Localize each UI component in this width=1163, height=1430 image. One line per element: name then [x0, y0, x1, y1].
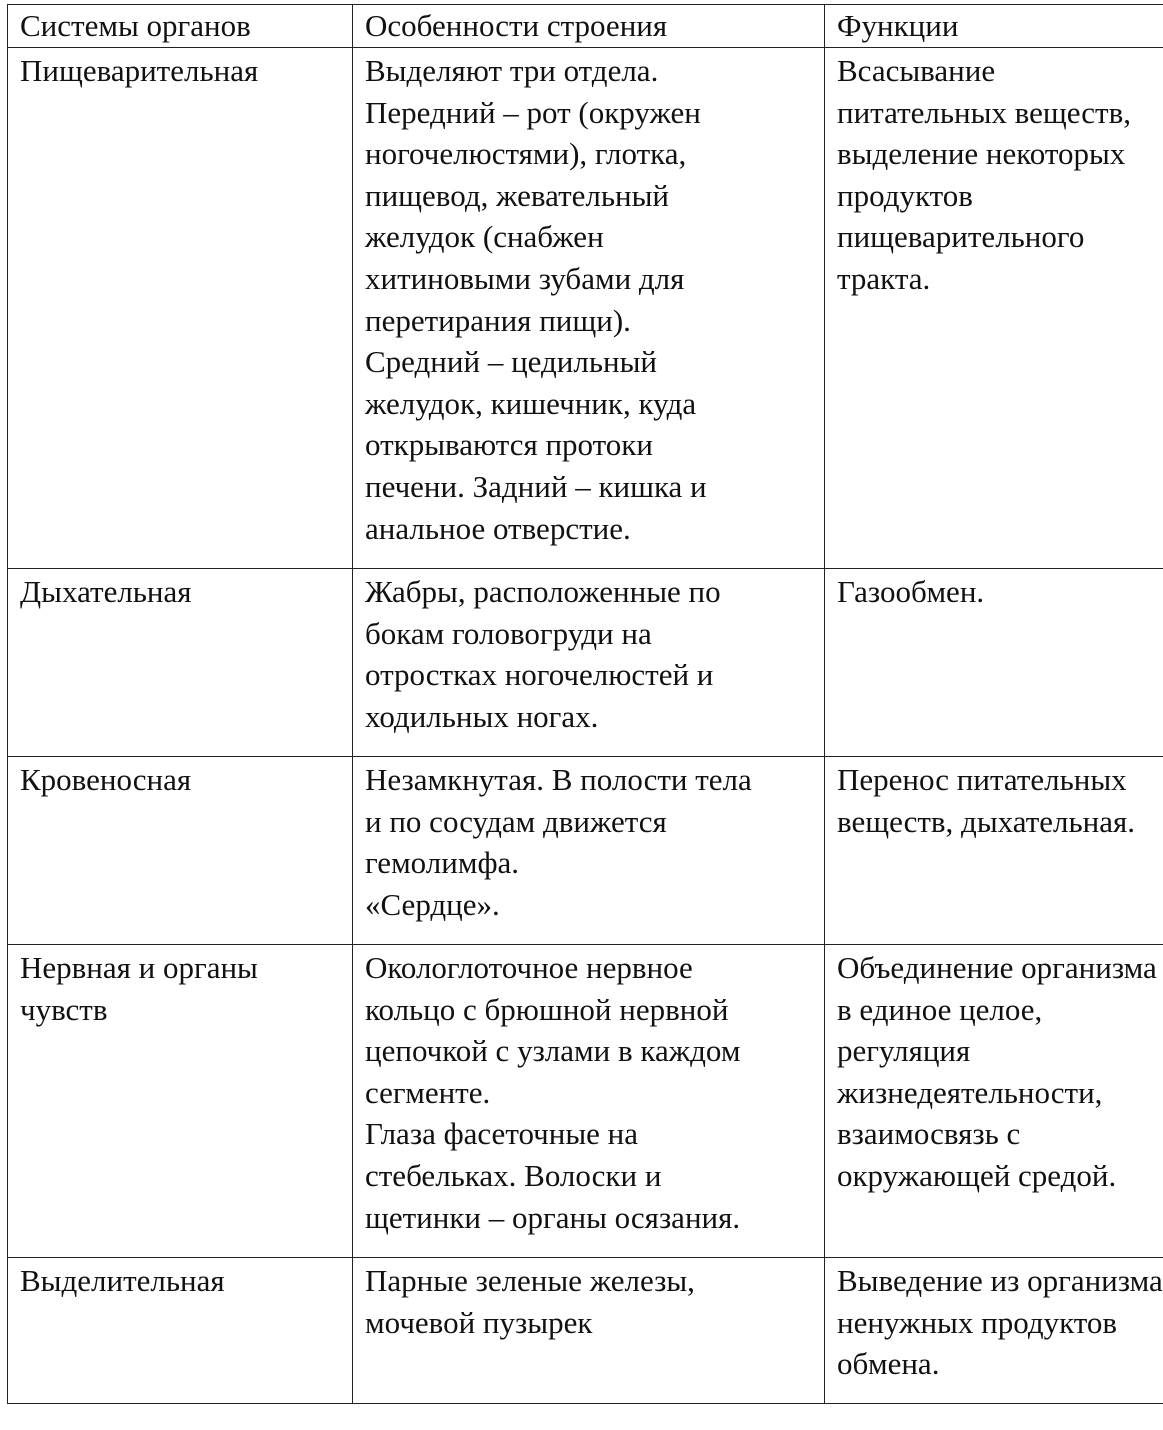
- cell-line: Окологлоточное нервное: [365, 950, 693, 985]
- cell-line: Передний – рот (окружен: [365, 94, 701, 130]
- cell-functions: [825, 1258, 1163, 1404]
- cell-line: Кровеносная: [20, 762, 192, 797]
- cell-line: желудок (снабжен: [365, 219, 604, 255]
- cell-structure: [353, 945, 825, 1258]
- cell-line: Незамкнутая. В полости тела: [365, 762, 752, 797]
- cell-line: чувств: [20, 991, 108, 1027]
- cell-line: обмена.: [837, 1346, 940, 1382]
- cell-line: продуктов: [837, 177, 973, 213]
- cell-line: ходильных ногах.: [365, 698, 599, 734]
- cell-line: отростках ногочелюстей и: [365, 657, 714, 693]
- cell-line: «Сердце».: [365, 886, 500, 922]
- cell-line: жизнедеятельности,: [837, 1074, 1103, 1110]
- cell-line: пищевод, жевательный: [365, 177, 669, 213]
- cell-functions: [825, 48, 1163, 569]
- cell-line: сегменте.: [365, 1074, 491, 1110]
- cell-line: анальное отверстие.: [365, 510, 631, 546]
- cell-line: Жабры, расположенные по: [365, 574, 721, 609]
- cell-system: [8, 1258, 353, 1404]
- header-functions: Функции: [825, 5, 1163, 48]
- cell-line: Выделительная: [20, 1263, 225, 1298]
- cell-structure: [353, 1258, 825, 1404]
- cell-line: хитиновыми зубами для: [365, 260, 685, 296]
- cell-structure: [353, 569, 825, 757]
- cell-line: пищеварительного: [837, 219, 1085, 255]
- cell-line: бокам головогруди на: [365, 615, 652, 651]
- cell-line: Парные зеленые железы,: [365, 1263, 695, 1298]
- cell-structure: [353, 757, 825, 945]
- cell-system: [8, 945, 353, 1258]
- cell-line: кольцо с брюшной нервной: [365, 991, 729, 1027]
- cell-line: регуляция: [837, 1033, 971, 1069]
- cell-line: ногочелюстями), глотка,: [365, 136, 687, 172]
- cell-line: ненужных продуктов: [837, 1304, 1118, 1340]
- table-row-digestive: [8, 48, 1163, 569]
- table-row-circulatory: [8, 757, 1163, 945]
- cell-line: Дыхательная: [20, 574, 192, 609]
- cell-line: открываются протоки: [365, 427, 653, 463]
- cell-line: печени. Задний – кишка и: [365, 468, 707, 504]
- cell-structure: [353, 48, 825, 569]
- cell-line: Средний – цедильный: [365, 344, 657, 380]
- cell-system: [8, 757, 353, 945]
- cell-line: Газообмен.: [837, 574, 985, 609]
- cell-line: цепочкой с узлами в каждом: [365, 1033, 741, 1069]
- table-row-excretory: [8, 1258, 1163, 1404]
- cell-line: мочевой пузырек: [365, 1304, 593, 1340]
- cell-line: гемолимфа.: [365, 845, 520, 881]
- cell-line: Перенос питательных: [837, 762, 1127, 797]
- cell-line: Глаза фасеточные на: [365, 1116, 639, 1152]
- cell-line: Всасывание: [837, 53, 996, 88]
- table-header-row: [8, 5, 1163, 48]
- cell-system: [8, 569, 353, 757]
- cell-line: взаимосвязь с: [837, 1116, 1021, 1152]
- header-systems: Системы органов: [8, 5, 353, 48]
- cell-line: питательных веществ,: [837, 94, 1131, 130]
- cell-line: выделение некоторых: [837, 136, 1126, 172]
- cell-line: желудок, кишечник, куда: [365, 385, 697, 421]
- cell-line: щетинки – органы осязания.: [365, 1199, 741, 1235]
- cell-line: тракта.: [837, 260, 931, 296]
- cell-line: веществ, дыхательная.: [837, 803, 1135, 839]
- cell-line: Пищеварительная: [20, 53, 259, 88]
- cell-functions: [825, 945, 1163, 1258]
- cell-system: [8, 48, 353, 569]
- cell-line: стебельках. Волоски и: [365, 1157, 662, 1193]
- cell-functions: [825, 569, 1163, 757]
- cell-line: перетирания пищи).: [365, 302, 631, 338]
- cell-line: Выделяют три отдела.: [365, 53, 659, 88]
- header-structure: Особенности строения: [353, 5, 825, 48]
- cell-line: Нервная и органы: [20, 950, 258, 985]
- table-row-respiratory: [8, 569, 1163, 757]
- table-row-nervous: [8, 945, 1163, 1258]
- cell-line: Выведение из организма: [837, 1263, 1163, 1298]
- cell-functions: [825, 757, 1163, 945]
- organ-systems-table: [7, 4, 1163, 1404]
- cell-line: в единое целое,: [837, 991, 1043, 1027]
- cell-line: Объединение организма: [837, 950, 1157, 985]
- cell-line: окружающей средой.: [837, 1157, 1117, 1193]
- cell-line: и по сосудам движется: [365, 803, 667, 839]
